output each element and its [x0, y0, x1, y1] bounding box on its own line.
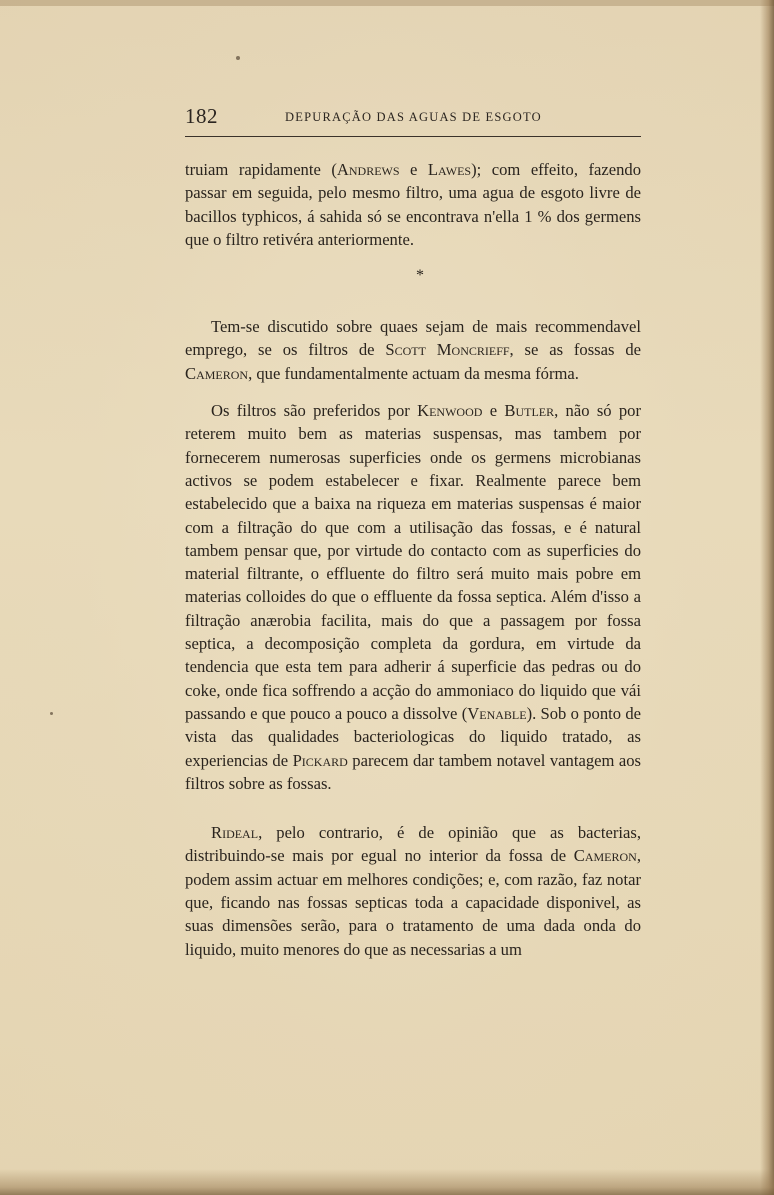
page-body: [185, 158, 641, 961]
author-name: Pickard: [292, 750, 348, 770]
paragraph: Os filtros são preferidos por Kenwood e Butler, não só por reterem muito bem as materias suspensas, mas tambem por fornecerem numerosas superficies onde os germens microbianas activos se podem estabelecer e fixar. Realmente parece bem estabelecido que a baixa na riqueza em materias suspensas é maior com a filtração do que com a utilisação das fossas, e é natural tambem pensar que, por virtude do contacto com as superficies do material filtrante, o effluente do filtro será muito mais pobre em materias colloides do que o effluente da fossa septica. Além d'isso a filtração anærobia facilita, mais do que a passagem por fossa septica, a decomposição completa da gordura, em virtude da tendencia que esta tem para adherir á superficie das pedras ou do coke, onde fica soffrendo a acção do ammoniaco do liquido que vái passando e que pouco a pouco a dissolve (Venable). Sob o ponto de vista das qualidades bacteriologicas do liquido tratado, as experiencias de Pickard parecem dar tambem notavel vantagem aos filtros sobre as fossas.: [185, 401, 641, 793]
author-name: Kenwood: [417, 401, 483, 421]
author-name: Scott Moncrieff: [385, 340, 510, 360]
paragraph-continued: truiam rapidamente (Andrews e Lawes); com effeito, fazendo passar em seguida, pelo mesmo filtro, uma agua de esgoto livre de bacillos typhicos, á sahida só se encontrava n'ella 1 % dos germens que o filtro retivéra anteriormente.: [185, 160, 641, 249]
page-bottom-edge: [0, 1169, 774, 1195]
running-title: DEPURAÇÃO DAS AGUAS DE ESGOTO: [285, 110, 542, 124]
page-right-edge: [760, 0, 774, 1195]
author-name: Cameron: [185, 363, 249, 383]
paragraph: Tem-se discutido sobre quaes sejam de mais recommendavel emprego, se os filtros de Scott Moncrieff, se as fossas de Cameron, que fundamentalmente actuam da mesma fórma.: [185, 317, 641, 383]
page-number: 182: [185, 104, 218, 128]
author-name: Andrews: [336, 160, 400, 179]
author-name: Venable: [467, 703, 527, 723]
author-name: Cameron: [573, 846, 637, 866]
paragraph-gap: [185, 795, 641, 821]
section-separator: *: [416, 267, 424, 285]
page-header: [185, 104, 641, 134]
header-rule: [185, 136, 641, 137]
ink-speck: [50, 712, 53, 715]
paragraph-gap: [185, 385, 641, 399]
author-name: Lawes: [427, 160, 472, 179]
author-name: Rideal: [211, 823, 259, 843]
paragraph: Rideal, pelo contrario, é de opinião que as bacterias, distribuindo-se mais por egual no interior da fossa de Cameron, podem assim actuar em melhores condições; e, com razão, faz notar que, ficando nas fossas septicas toda a capacidade disponivel, as suas dimensões serão, para o tratamento de uma dada onda do liquido, muito menores do que as necessarias a um: [185, 823, 641, 959]
page-top-edge: [0, 0, 774, 6]
author-name: Butler: [504, 401, 555, 421]
ink-speck: [236, 56, 240, 60]
